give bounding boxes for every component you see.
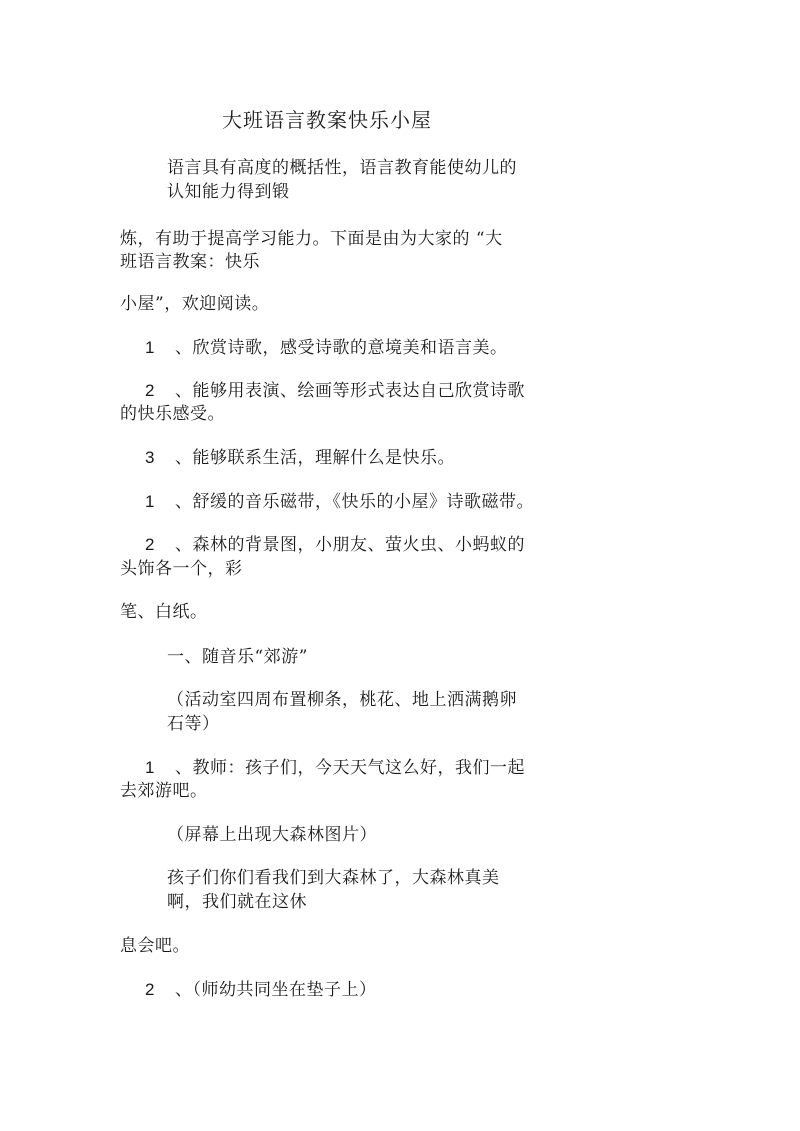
- section-heading: 一、随音乐“郊游”: [167, 647, 308, 667]
- step-text: 、教师：孩子们，今天天气这么好，我们一起: [175, 758, 525, 778]
- prep-number: 1: [145, 492, 155, 511]
- goal-item-1: [145, 336, 508, 360]
- goal-text: 、能够用表演、绘画等形式表达自己欣赏诗歌: [175, 381, 525, 401]
- intro-line-1: 语言具有高度的概括性，语言教育能使幼儿的: [167, 158, 517, 178]
- intro-line-3: 炼，有助于提高学习能力。下面是由为大家的 “大: [120, 229, 503, 249]
- intro-line-4: 班语言教案：快乐: [120, 252, 260, 272]
- screen-note: （屏幕上出现大森林图片）: [167, 825, 377, 845]
- step-item-2: [145, 978, 377, 1002]
- prep-item-2: [145, 533, 525, 557]
- step-text: 、（师幼共同坐在垫子上）: [175, 980, 377, 1000]
- speech-line-1: 孩子们你们看我们到大森林了，大森林真美: [167, 868, 500, 888]
- prep-text: 、森林的背景图，小朋友、萤火虫、小蚂蚁的: [175, 535, 525, 555]
- goal-text: 、欣赏诗歌，感受诗歌的意境美和语言美。: [175, 338, 508, 358]
- note-line-1: （活动室四周布置柳条，桃花、地上洒满鹅卵: [167, 690, 517, 710]
- speech-line-2: 啊，我们就在这休: [167, 892, 307, 912]
- step-number: 1: [145, 758, 155, 777]
- goal-number: 3: [145, 448, 155, 467]
- prep-item-1: [145, 490, 534, 514]
- speech-line-3: 息会吧。: [120, 936, 190, 956]
- intro-line-5: 小屋”，欢迎阅读。: [120, 294, 270, 314]
- page-title: 大班语言教案快乐小屋: [222, 108, 432, 132]
- goal-item-3: [145, 446, 455, 470]
- goal-number: 2: [145, 381, 155, 400]
- step-number: 2: [145, 980, 155, 999]
- step-item-1: [145, 756, 525, 780]
- prep-item-2-cont: 头饰各一个，彩: [120, 559, 243, 579]
- goal-item-2: [145, 379, 525, 403]
- goal-item-2-cont: 的快乐感受。: [120, 404, 225, 424]
- goal-number: 1: [145, 338, 155, 357]
- prep-text: 、舒缓的音乐磁带，《快乐的小屋》诗歌磁带。: [175, 492, 534, 512]
- prep-item-2-cont2: 笔、白纸。: [120, 602, 208, 622]
- note-line-2: 石等）: [167, 714, 220, 734]
- goal-text: 、能够联系生活，理解什么是快乐。: [175, 448, 455, 468]
- prep-number: 2: [145, 535, 155, 554]
- intro-line-2: 认知能力得到锻: [167, 182, 290, 202]
- step-item-1-cont: 去郊游吧。: [120, 781, 208, 801]
